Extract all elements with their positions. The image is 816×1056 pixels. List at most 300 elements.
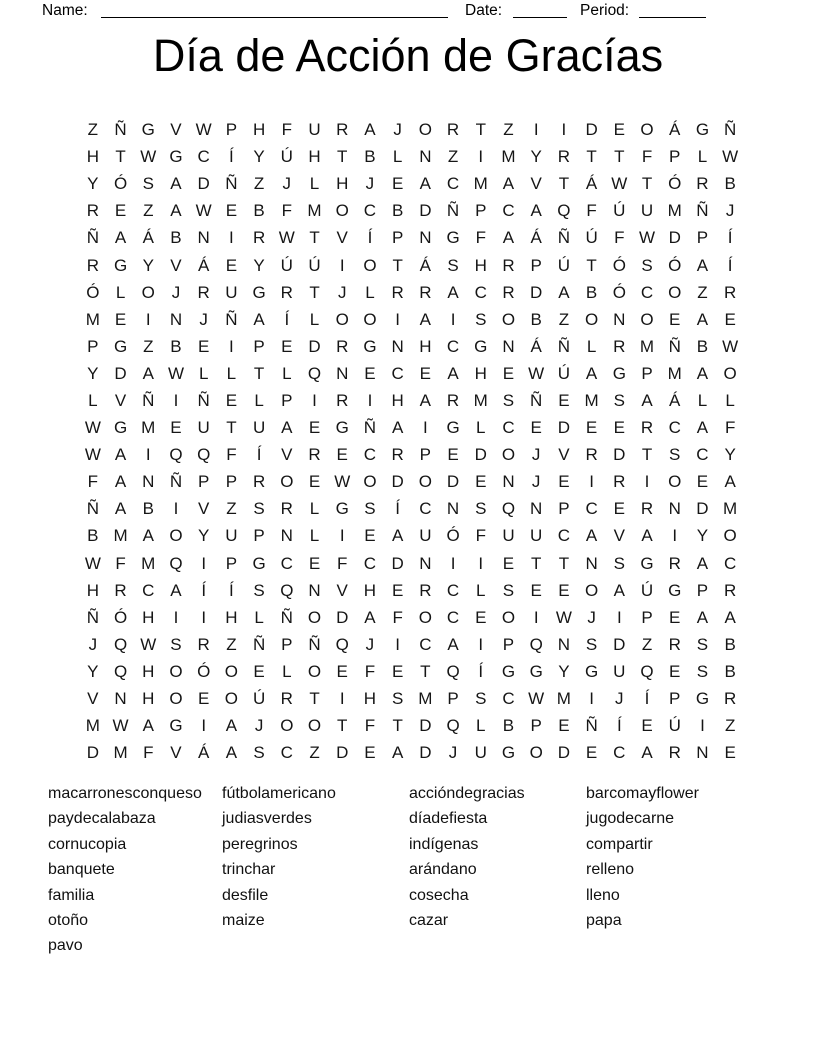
grid-letter: Z [226,499,237,519]
grid-letter: J [587,607,596,627]
grid-letter: T [586,147,597,167]
grid-letter: Y [87,174,99,194]
grid-letter: R [308,445,321,465]
grid-letter: Z [309,743,320,763]
grid-letter: E [724,309,736,329]
grid-letter: M [418,689,433,709]
puzzle-title: Día de Acción de Gracías [152,30,664,81]
grid-letter: B [391,201,404,221]
grid-letter: Á [669,390,681,410]
grid-letter: N [668,499,681,519]
grid-letter: E [336,445,348,465]
grid-letter: P [641,363,653,383]
grid-letter: R [391,282,404,302]
grid-letter: I [672,526,678,546]
grid-letter: U [252,418,266,438]
grid-letter: P [669,689,681,709]
grid-letter: D [557,743,571,763]
grid-letter: Z [697,282,708,302]
grid-letter: S [364,499,376,519]
grid-letter: R [502,255,515,275]
grid-letter: L [282,363,292,383]
grid-letter: E [308,418,321,438]
grid-letter: N [169,309,183,329]
grid-letter: Í [478,661,484,681]
grid-letter: A [419,390,432,410]
grid-letter: J [448,743,458,763]
grid-letter: O [668,472,682,492]
grid-letter: Ó [668,255,682,275]
grid-letter: A [696,418,709,438]
grid-letter: I [644,472,650,492]
grid-letter: T [115,147,126,167]
grid-letter: Ó [113,607,128,627]
word-list-item: accióndegracias [409,785,525,802]
grid-letter: R [724,282,737,302]
grid-letter: G [584,661,599,681]
grid-letter: R [502,282,515,302]
grid-letter: D [613,445,626,465]
grid-letter: J [199,309,208,329]
grid-letter: Q [335,634,349,654]
grid-letter: I [450,309,456,329]
grid-letter: F [87,472,99,492]
grid-letter: A [281,418,293,438]
grid-letter: S [253,580,265,600]
grid-letter: F [475,228,486,248]
grid-letter: T [392,716,403,736]
grid-letter: U [419,526,432,546]
grid-letter: R [86,201,99,221]
grid-letter: R [613,336,626,356]
grid-letter: M [501,147,516,167]
grid-letter: Ñ [86,228,99,248]
grid-letter: N [308,580,321,600]
grid-letter: Í [256,445,262,465]
grid-letter: G [113,418,128,438]
grid-letter: C [446,174,460,194]
grid-letter: L [697,147,708,167]
grid-letter: P [669,147,681,167]
grid-letter: E [502,363,515,383]
grid-letter: V [170,120,182,140]
grid-letter: A [558,282,570,302]
grid-letter: Ú [557,255,571,275]
grid-letter: A [142,716,154,736]
grid-letter: Á [142,228,154,248]
grid-letter: L [309,499,320,519]
grid-letter: Í [727,255,733,275]
grid-letter: P [696,580,709,600]
grid-letter: F [143,743,154,763]
grid-letter: I [201,553,207,573]
grid-letter: Í [644,689,650,709]
grid-letter: O [307,607,322,627]
grid-letter: E [198,689,210,709]
grid-letter: I [339,255,345,275]
grid-letter: P [225,120,238,140]
grid-letter: E [391,661,404,681]
grid-letter: E [558,472,570,492]
grid-letter: M [85,716,100,736]
grid-letter: Ñ [557,228,571,248]
grid-letter: C [419,499,432,519]
grid-letter: E [281,336,293,356]
grid-letter: J [365,634,375,654]
grid-letter: V [281,445,293,465]
grid-letter: D [419,201,432,221]
grid-letter: S [170,634,182,654]
grid-letter: P [530,716,542,736]
grid-letter: G [695,120,710,140]
grid-letter: G [113,255,128,275]
grid-letter: Q [501,499,516,519]
grid-letter: I [339,526,345,546]
grid-letter: C [585,499,598,519]
grid-letter: Y [696,526,709,546]
grid-letter: R [280,689,293,709]
grid-letter: B [170,336,182,356]
grid-letter: C [280,553,293,573]
grid-letter: Ó [197,661,211,681]
grid-letter: D [446,472,460,492]
grid-letter: Ú [557,363,571,383]
grid-letter: C [363,445,377,465]
grid-letter: R [724,580,737,600]
grid-letter: D [530,282,543,302]
grid-letter: R [336,120,349,140]
grid-letter: E [419,363,432,383]
grid-letter: B [502,716,515,736]
grid-letter: R [280,282,293,302]
grid-letter: C [613,743,626,763]
grid-letter: Ú [613,201,626,221]
grid-letter: R [86,255,99,275]
grid-letter: S [696,661,709,681]
grid-letter: C [446,607,460,627]
grid-letter: M [141,418,156,438]
grid-letter: I [173,499,179,519]
grid-letter: J [254,716,264,736]
grid-letter: O [501,607,516,627]
grid-letter: E [641,716,653,736]
grid-letter: R [585,445,598,465]
grid-letter: H [225,607,238,627]
grid-letter: O [169,526,183,546]
grid-letter: E [364,743,376,763]
grid-letter: Y [87,661,99,681]
grid-letter: A [641,390,653,410]
grid-letter: Z [724,716,736,736]
grid-letter: Z [503,120,514,140]
period-blank-line [639,3,706,18]
grid-letter: R [613,472,626,492]
grid-letter: W [140,147,157,167]
grid-letter: I [395,634,400,654]
grid-letter: E [669,661,681,681]
grid-letter: L [226,363,237,383]
grid-letter: R [724,689,737,709]
grid-letter: J [531,445,541,465]
grid-letter: L [88,390,98,410]
grid-letter: Ñ [225,174,238,194]
grid-letter: O [418,607,432,627]
grid-letter: P [225,553,238,573]
grid-letter: T [337,716,348,736]
grid-letter: E [225,390,238,410]
grid-letter: J [171,282,181,302]
grid-letter: D [336,607,349,627]
grid-letter: G [612,363,626,383]
grid-letter: E [475,472,487,492]
grid-letter: P [198,472,210,492]
grid-letter: V [336,580,348,600]
grid-letter: L [198,363,209,383]
grid-letter: M [723,499,738,519]
word-list-column [409,781,525,933]
grid-letter: O [640,309,654,329]
grid-letter: H [142,661,155,681]
grid-letter: T [253,363,265,383]
grid-letter: D [613,634,626,654]
grid-letter: U [225,282,238,302]
grid-letter: A [585,526,598,546]
grid-letter: P [391,228,404,248]
grid-letter: P [558,499,570,519]
grid-letter: Q [446,661,460,681]
grid-letter: G [335,499,349,519]
grid-letter: D [585,120,598,140]
grid-letter: N [197,228,210,248]
grid-letter: N [280,526,293,546]
grid-letter: Á [419,255,432,275]
grid-letter: J [337,282,347,302]
grid-letter: M [556,689,571,709]
grid-letter: Á [530,228,542,248]
grid-letter: R [419,580,432,600]
grid-letter: E [585,743,598,763]
grid-letter: P [447,689,459,709]
grid-letter: H [336,174,349,194]
grid-letter: U [474,743,487,763]
grid-letter: O [363,309,377,329]
grid-letter: F [641,147,653,167]
grid-letter: L [586,336,597,356]
grid-letter: H [474,363,487,383]
grid-letter: H [363,689,377,709]
grid-letter: O [169,661,183,681]
grid-letter: A [696,309,709,329]
grid-letter: O [640,120,654,140]
grid-letter: G [640,553,654,573]
grid-letter: E [475,607,487,627]
word-list-column [48,781,202,959]
word-list-item: relleno [586,861,635,879]
grid-letter: W [278,228,295,248]
grid-letter: I [478,147,484,167]
grid-letter: Ú [585,228,598,248]
grid-letter: P [641,607,653,627]
grid-letter: Ñ [86,607,99,627]
grid-letter: Í [229,147,234,167]
grid-letter: A [170,174,182,194]
grid-letter: O [363,472,377,492]
grid-letter: G [169,147,183,167]
grid-letter: Ú [252,689,266,709]
grid-letter: T [641,445,653,465]
grid-letter: E [585,418,598,438]
grid-letter: G [446,418,460,438]
grid-letter: Y [87,363,99,383]
grid-letter: Z [447,147,459,167]
grid-letter: E [114,309,127,329]
grid-letter: A [225,716,238,736]
grid-letter: Í [367,228,373,248]
grid-letter: E [613,499,625,519]
word-list-column [222,781,336,933]
grid-letter: C [724,553,737,573]
grid-letter: T [309,228,320,248]
grid-letter: Q [113,661,128,681]
grid-letter: E [696,472,709,492]
grid-letter: L [365,282,375,302]
grid-letter: D [391,553,404,573]
grid-letter: Ú [668,716,681,736]
grid-letter: G [252,282,266,302]
grid-letter: A [253,309,265,329]
grid-letter: S [391,689,404,709]
grid-letter: E [253,661,265,681]
grid-letter: F [392,607,403,627]
word-list-item: cornucopia [48,835,127,853]
grid-letter: Ú [640,580,654,600]
grid-letter: P [281,634,293,654]
grid-letter: A [585,363,598,383]
grid-letter: I [145,445,151,465]
grid-letter: R [280,499,293,519]
grid-letter: C [640,282,654,302]
grid-letter: D [308,336,321,356]
grid-letter: Ó [86,282,100,302]
grid-letter: H [391,390,404,410]
grid-letter: B [253,201,265,221]
grid-letter: N [446,499,460,519]
grid-letter: A [447,634,459,654]
grid-letter: N [502,336,515,356]
grid-letter: R [114,580,127,600]
grid-letter: I [616,607,622,627]
grid-letter: I [589,472,594,492]
word-list-item: paydecalabaza [48,810,156,828]
grid-letter: E [558,390,570,410]
grid-letter: R [197,282,210,302]
grid-letter: A [170,201,182,221]
grid-letter: Y [198,526,210,546]
grid-letter: M [113,743,128,763]
grid-letter: W [555,607,572,627]
grid-letter: N [419,553,432,573]
grid-letter: E [225,201,238,221]
grid-letter: Q [169,553,183,573]
grid-letter: P [225,472,238,492]
grid-letter: S [613,553,625,573]
grid-letter: M [584,390,599,410]
grid-letter: W [195,201,212,221]
grid-letter: M [113,526,128,546]
grid-letter: Y [724,445,736,465]
grid-letter: A [391,526,404,546]
grid-letter: J [393,120,402,140]
grid-letter: Q [307,363,322,383]
grid-letter: Á [585,174,598,194]
grid-letter: H [86,147,99,167]
grid-letter: T [337,147,348,167]
word-list-item: arándano [409,861,477,879]
grid-letter: J [531,472,541,492]
grid-letter: I [229,228,234,248]
grid-letter: F [475,526,486,546]
grid-letter: J [282,174,292,194]
grid-letter: E [336,661,348,681]
grid-letter: E [391,580,404,600]
grid-letter: D [197,174,210,194]
grid-letter: E [308,472,321,492]
grid-letter: R [252,472,266,492]
word-list-item: compartir [586,835,653,853]
grid-letter: A [696,255,709,275]
grid-letter: Q [197,445,211,465]
word-list-item: judiasverdes [222,810,312,828]
grid-letter: V [198,499,210,519]
grid-letter: F [614,228,625,248]
word-list-item: cosecha [409,886,469,904]
grid-letter: D [391,472,404,492]
grid-letter: S [142,174,154,194]
grid-letter: R [419,282,432,302]
grid-letter: F [364,716,376,736]
grid-letter: P [502,634,515,654]
grid-letter: T [530,553,542,573]
grid-letter: S [502,390,515,410]
grid-letter: Z [87,120,99,140]
grid-letter: G [501,661,516,681]
grid-letter: Y [530,147,542,167]
grid-letter: D [668,228,681,248]
grid-letter: D [696,499,709,519]
grid-letter: W [528,689,545,709]
grid-letter: M [85,309,100,329]
grid-letter: A [114,499,127,519]
grid-letter: I [367,390,373,410]
grid-letter: Ñ [252,634,266,654]
grid-letter: Z [558,309,570,329]
grid-letter: N [419,228,432,248]
grid-letter: G [363,336,377,356]
grid-letter: I [478,634,484,654]
grid-letter: L [309,526,320,546]
grid-letter: Ó [612,255,626,275]
grid-letter: O [668,282,682,302]
grid-letter: N [530,499,543,519]
grid-letter: D [419,716,432,736]
grid-letter: W [722,147,739,167]
grid-letter: I [201,716,207,736]
word-list-item: papa [586,912,622,930]
grid-letter: F [724,418,736,438]
grid-letter: A [142,363,154,383]
grid-letter: Y [253,255,265,275]
grid-letter: F [337,553,348,573]
